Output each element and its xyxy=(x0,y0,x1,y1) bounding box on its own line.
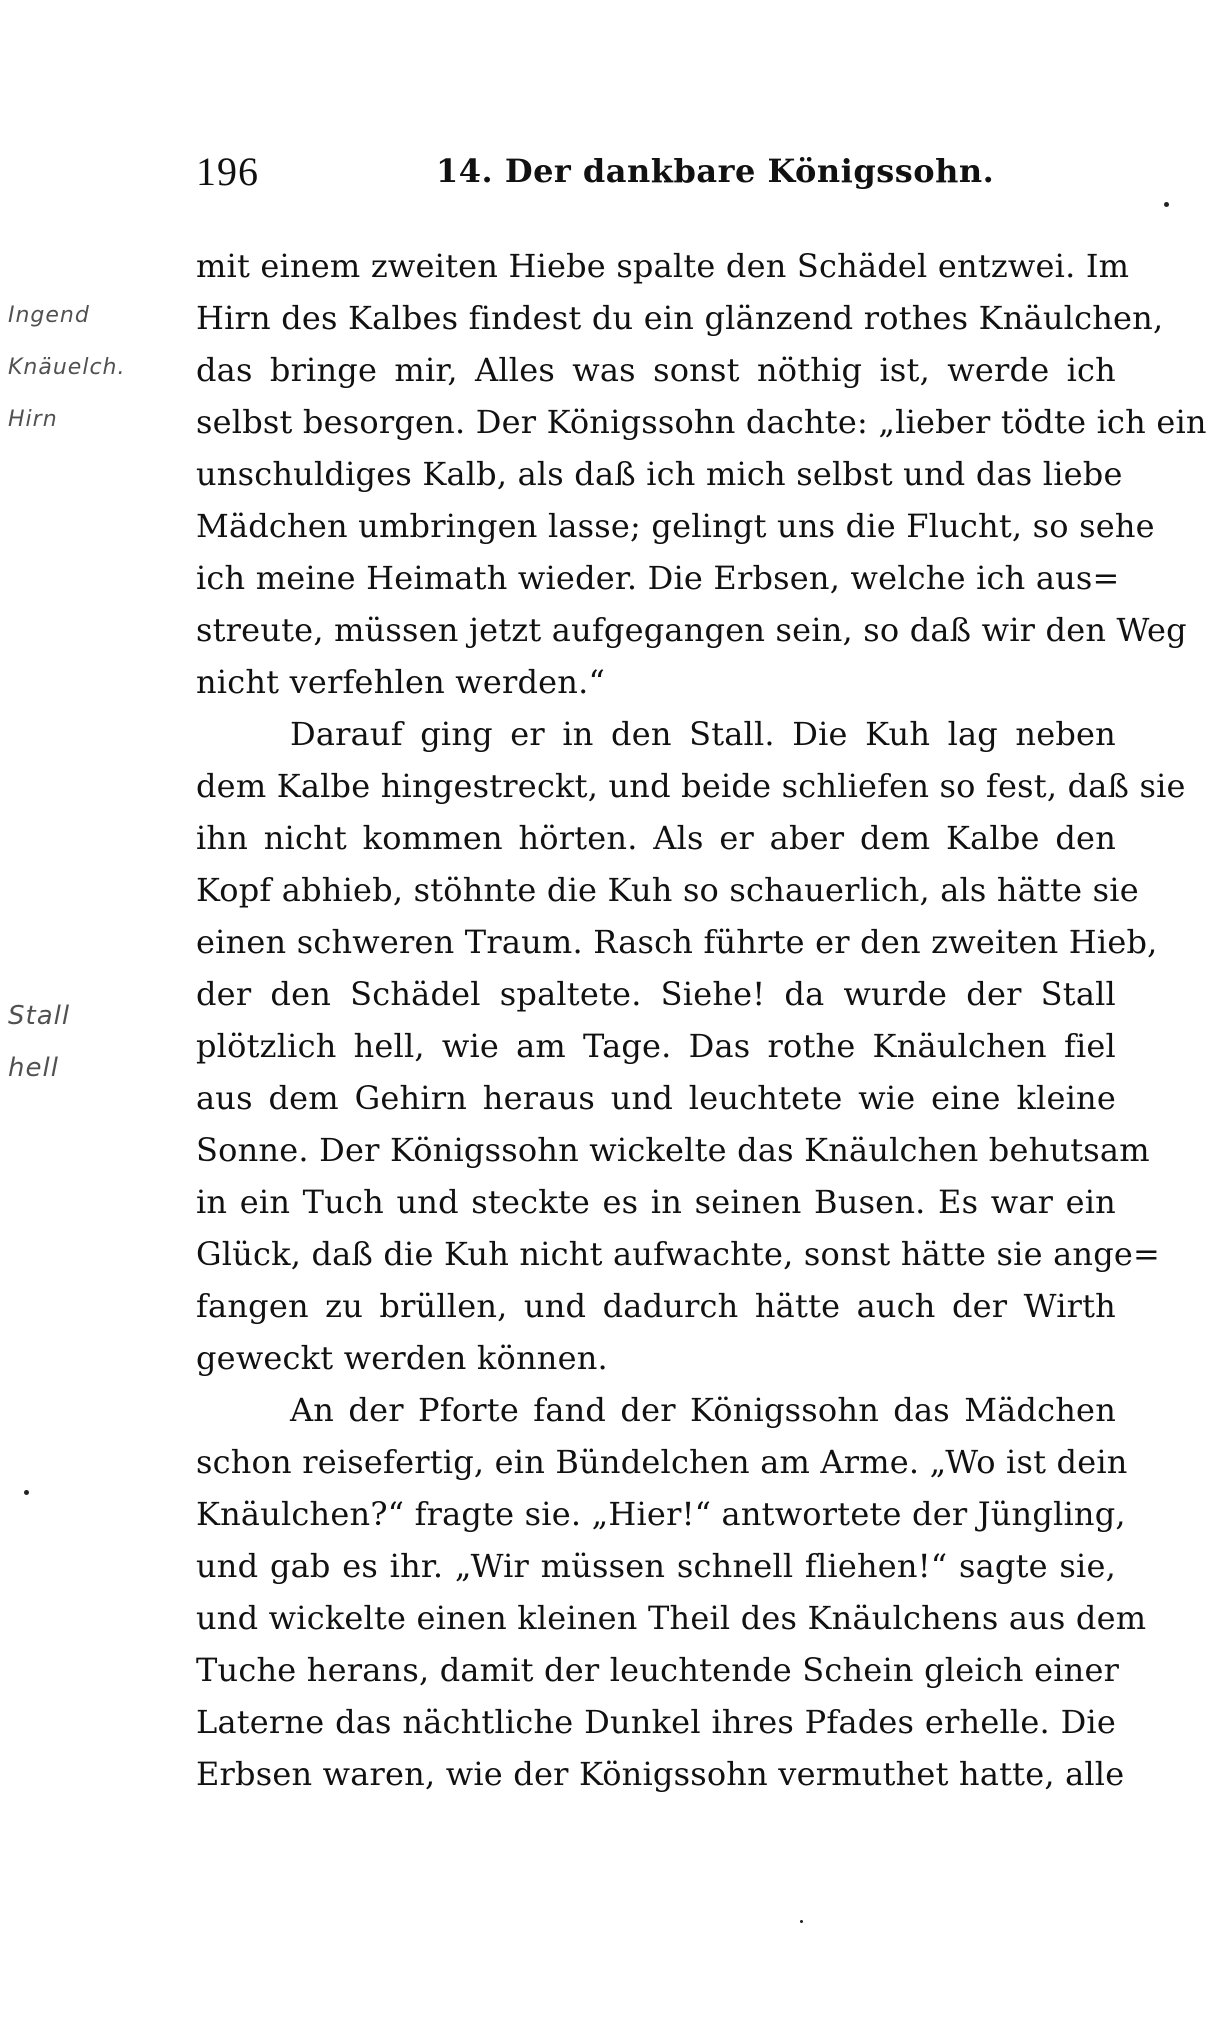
text-line: schon reisefertig, ein Bündelchen am Arme. „Wo ist dein xyxy=(196,1443,1128,1481)
margin-notes-middle xyxy=(8,990,70,1094)
text-line: Sonne. Der Königssohn wickelte das Knäulchen behutsam xyxy=(196,1131,1150,1169)
text-line: einen schweren Traum. Rasch führte er den zweiten Hieb, xyxy=(196,923,1158,961)
text-line: Tuche herans, damit der leuchtende Schein gleich einer xyxy=(196,1651,1120,1689)
paragraph-1 xyxy=(196,240,1207,708)
margin-note: Knäuelch. xyxy=(8,355,126,380)
text-line: Glück, daß die Kuh nicht aufwachte, sonst hätte sie ange= xyxy=(196,1235,1161,1273)
text-line: ihn nicht kommen hörten. Als er aber dem Kalbe den xyxy=(196,819,1116,857)
text-line: An der Pforte fand der Königssohn das Mädchen xyxy=(290,1391,1116,1429)
text-line: selbst besorgen. Der Königssohn dachte: „lieber tödte ich ein xyxy=(196,403,1207,441)
text-line: in ein Tuch und steckte es in seinen Busen. Es war ein xyxy=(196,1183,1116,1221)
paragraph-3 xyxy=(196,1384,1147,1800)
text-line: und gab es ihr. „Wir müssen schnell fliehen!“ sagte sie, xyxy=(196,1547,1116,1585)
text-line: plötzlich hell, wie am Tage. Das rothe Knäulchen fiel xyxy=(196,1027,1116,1065)
text-line: ich meine Heimath wieder. Die Erbsen, welche ich aus= xyxy=(196,559,1120,597)
margin-note: Stall xyxy=(8,1001,71,1031)
ink-speck xyxy=(800,1920,803,1923)
text-line: unschuldiges Kalb, als daß ich mich selbst und das liebe xyxy=(196,455,1123,493)
margin-note: Ingend xyxy=(8,303,90,328)
text-line: der den Schädel spaltete. Siehe! da wurde der Stall xyxy=(196,975,1116,1013)
text-line: Kopf abhieb, stöhnte die Kuh so schauerlich, als hätte sie xyxy=(196,871,1139,909)
text-line: Knäulchen?“ fragte sie. „Hier!“ antwortete der Jüngling, xyxy=(196,1495,1126,1533)
text-line: das bringe mir, Alles was sonst nöthig ist, werde ich xyxy=(196,351,1116,389)
paragraph-2 xyxy=(196,708,1186,1384)
margin-note: Hirn xyxy=(8,407,58,432)
text-line: mit einem zweiten Hiebe spalte den Schädel entzwei. Im xyxy=(196,247,1130,285)
body-text xyxy=(196,240,1207,1800)
text-line: Laterne das nächtliche Dunkel ihres Pfades erhelle. Die xyxy=(196,1703,1116,1741)
text-line: Mädchen umbringen lasse; gelingt uns die Flucht, so sehe xyxy=(196,507,1155,545)
page-number: 196 xyxy=(196,149,259,194)
margin-note: hell xyxy=(8,1053,59,1083)
running-title: 14. Der dankbare Königssohn. xyxy=(436,152,995,190)
ink-speck xyxy=(24,1490,29,1495)
text-line: streute, müssen jetzt aufgegangen sein, so daß wir den Weg xyxy=(196,611,1187,649)
margin-notes-top xyxy=(8,290,125,446)
page-header xyxy=(196,148,1116,198)
text-line: und wickelte einen kleinen Theil des Knäulchens aus dem xyxy=(196,1599,1147,1637)
text-line: geweckt werden können. xyxy=(196,1339,608,1377)
ink-speck xyxy=(1164,202,1169,207)
text-line: Darauf ging er in den Stall. Die Kuh lag neben xyxy=(290,715,1116,753)
text-line: Erbsen waren, wie der Königssohn vermuthet hatte, alle xyxy=(196,1755,1125,1793)
text-line: nicht verfehlen werden.“ xyxy=(196,663,606,701)
text-line: dem Kalbe hingestreckt, und beide schliefen so fest, daß sie xyxy=(196,767,1186,805)
text-line: fangen zu brüllen, und dadurch hätte auch der Wirth xyxy=(196,1287,1116,1325)
text-line: aus dem Gehirn heraus und leuchtete wie eine kleine xyxy=(196,1079,1116,1117)
text-line: Hirn des Kalbes findest du ein glänzend rothes Knäulchen, xyxy=(196,299,1164,337)
